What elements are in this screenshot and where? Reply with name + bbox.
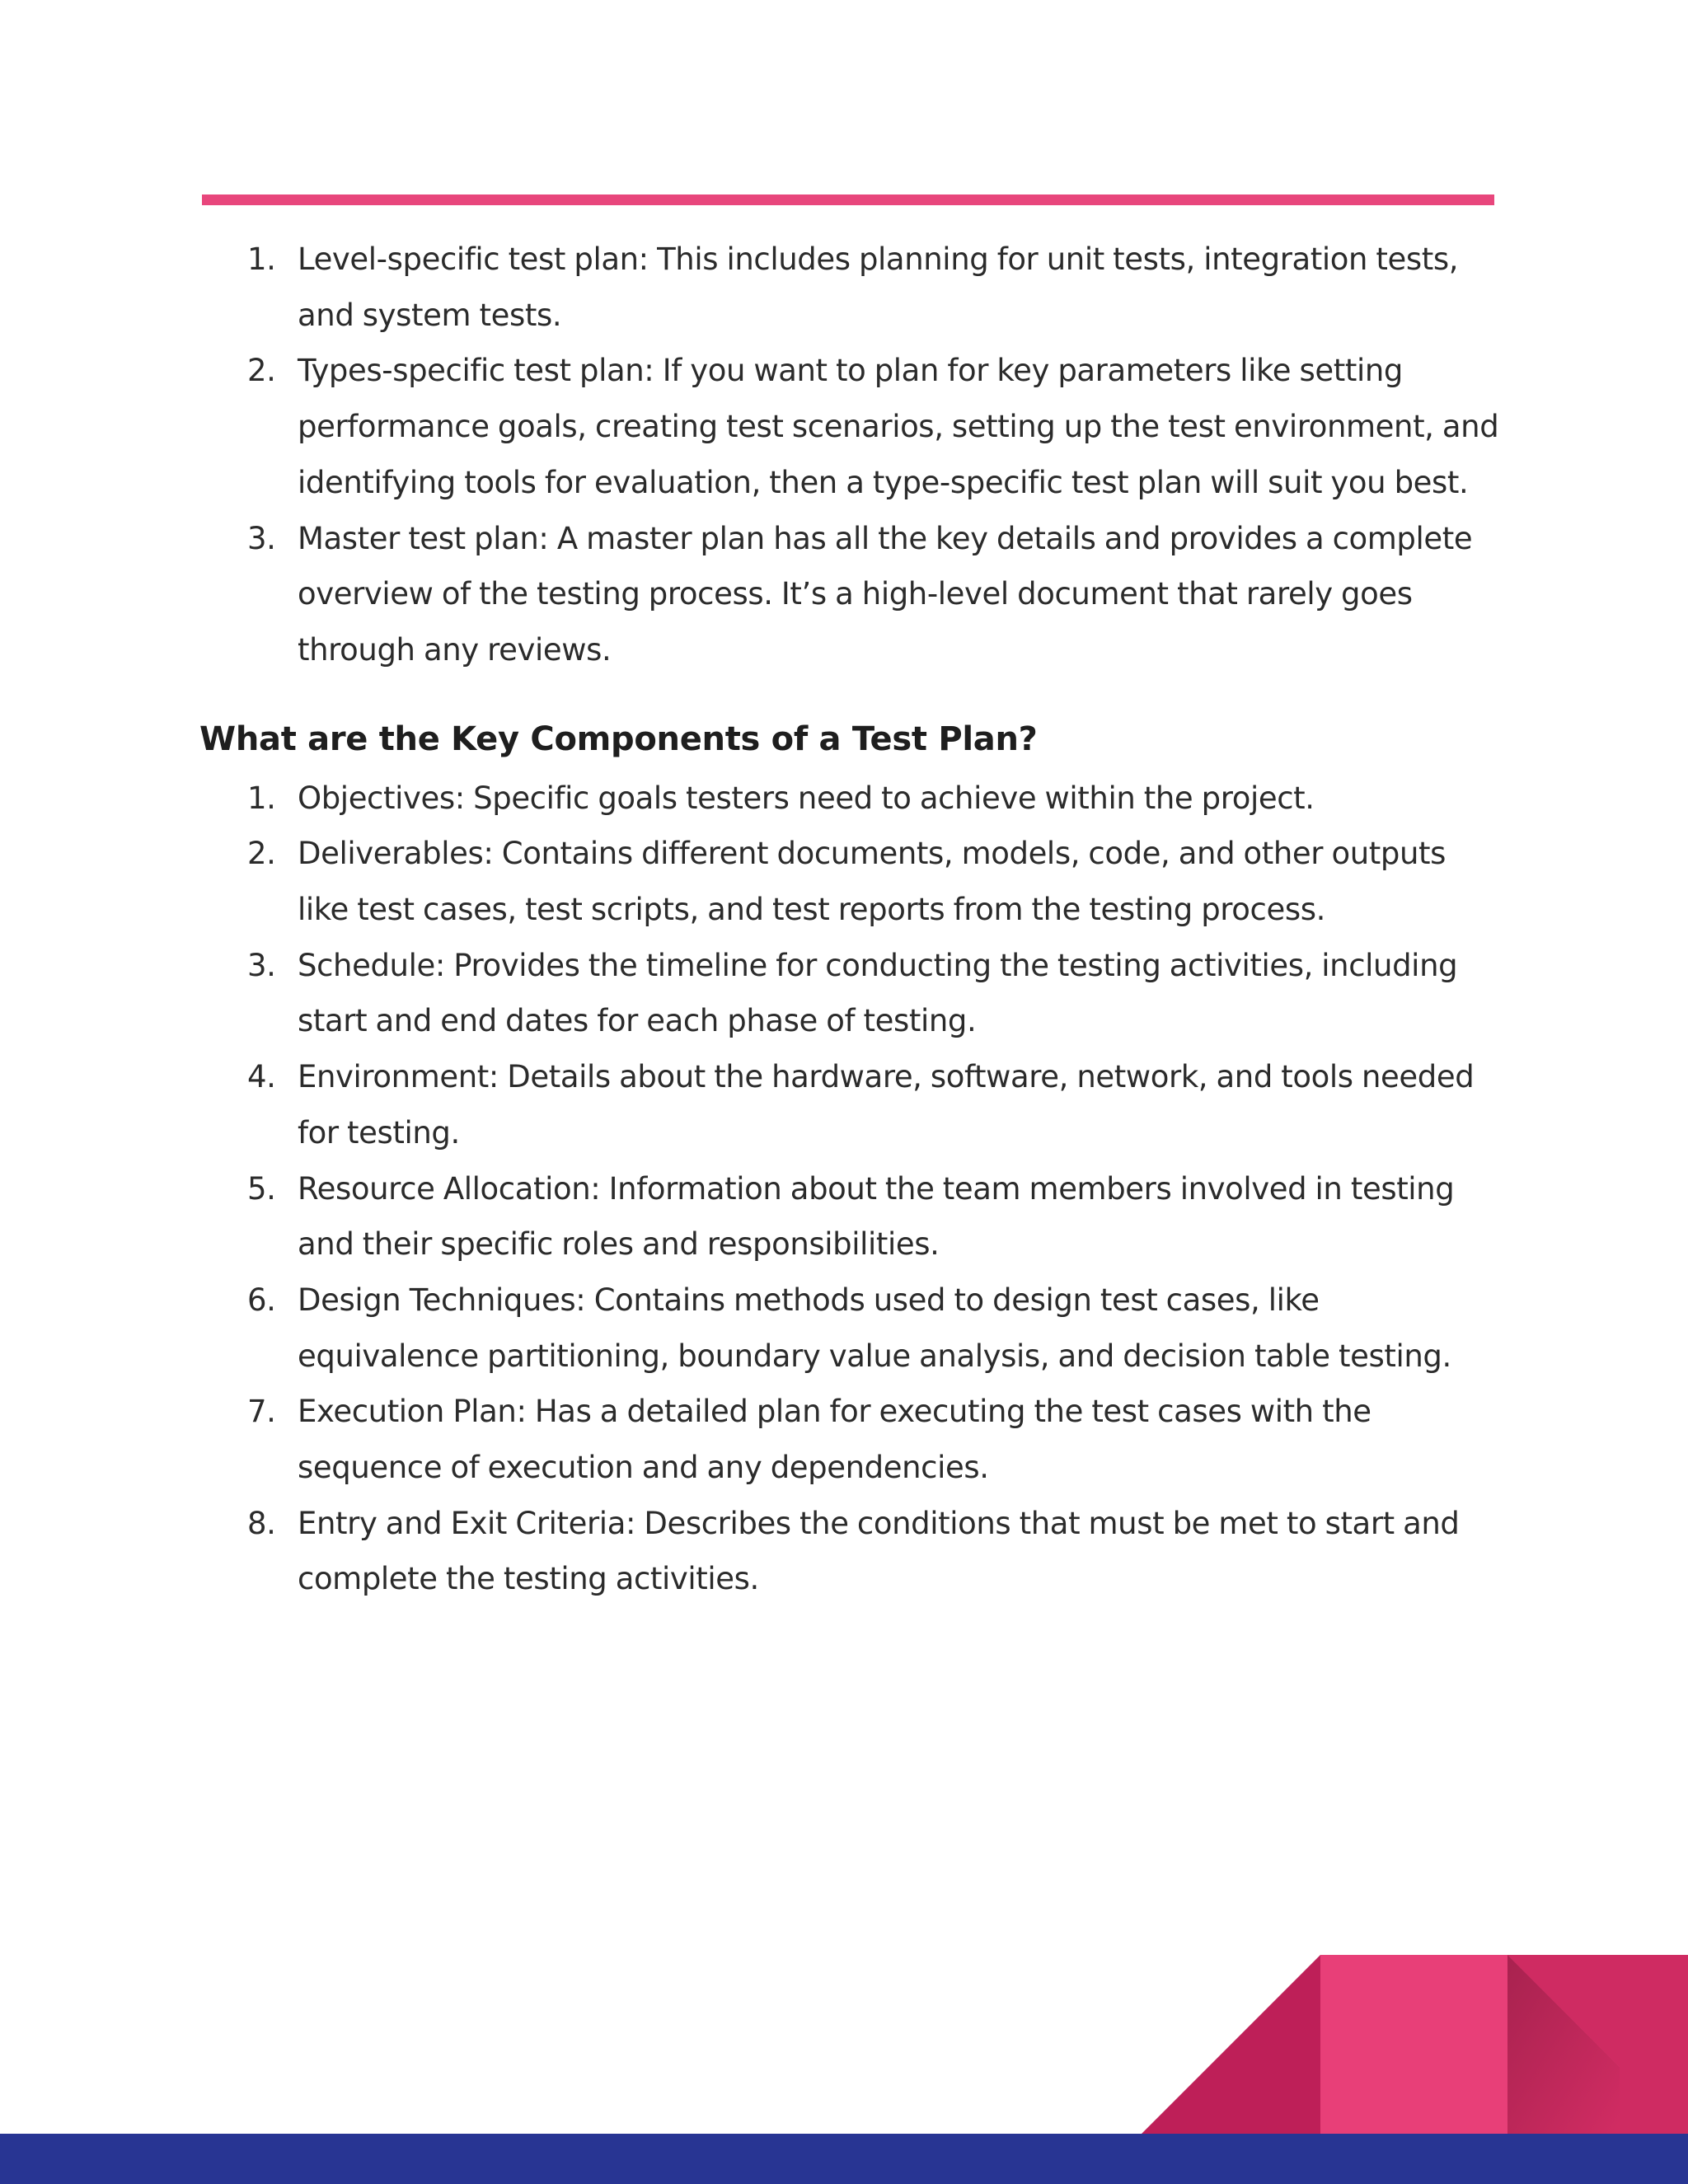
list-item-number: 7. xyxy=(247,1394,276,1430)
list-item-text: Execution Plan: Has a detailed plan for executing the test cases with the sequence of execution and any dependencies. xyxy=(298,1394,1372,1486)
list-item-text: Types-specific test plan: If you want to plan for key parameters like setting performance goals, creating test scenarios, setting up the test environment, and identifying tools for evaluation, then a type-specific test plan will suit you best. xyxy=(298,353,1499,500)
list-item xyxy=(199,1161,1502,1272)
list-item xyxy=(199,938,1502,1049)
list-item-text: Master test plan: A master plan has all the key details and provides a complete overview of the testing process. It’s a high-level document that rarely goes through any reviews. xyxy=(298,520,1473,668)
list-item xyxy=(199,511,1502,678)
list-item-number: 4. xyxy=(247,1059,276,1095)
list-item-text: Deliverables: Contains different documents, models, code, and other outputs like test cases, test scripts, and test reports from the testing process. xyxy=(298,836,1446,928)
list-item xyxy=(199,1049,1502,1160)
list-item-text: Resource Allocation: Information about the team members involved in testing and their specific roles and responsibilities. xyxy=(298,1170,1455,1263)
list-item-number: 3. xyxy=(247,520,276,556)
list-item xyxy=(199,771,1502,827)
list-item xyxy=(199,232,1502,343)
list-item xyxy=(199,1384,1502,1495)
test-plan-types-list xyxy=(199,232,1502,678)
list-item-text: Design Techniques: Contains methods used to design test cases, like equivalence partitioning, boundary value analysis, and decision table testing. xyxy=(298,1282,1451,1374)
list-item-text: Schedule: Provides the timeline for conducting the testing activities, including start and end dates for each phase of testing. xyxy=(298,947,1458,1039)
footer-bar xyxy=(0,2134,1688,2184)
list-item-text: Entry and Exit Criteria: Describes the conditions that must be met to start and complete the testing activities. xyxy=(298,1505,1460,1597)
top-accent-rule xyxy=(202,194,1494,205)
section-heading: What are the Key Components of a Test Plan? xyxy=(199,719,1038,758)
list-item-number: 2. xyxy=(247,353,276,389)
list-item-number: 8. xyxy=(247,1505,276,1541)
list-item-text: Objectives: Specific goals testers need to achieve within the project. xyxy=(298,780,1315,816)
list-item-number: 2. xyxy=(247,836,276,872)
list-item xyxy=(199,1496,1502,1607)
list-item-number: 6. xyxy=(247,1282,276,1318)
list-item-number: 5. xyxy=(247,1170,276,1207)
document-body xyxy=(199,232,1502,1607)
list-item-text: Environment: Details about the hardware, software, network, and tools needed for testing. xyxy=(298,1059,1475,1151)
key-components-list xyxy=(199,771,1502,1608)
list-item xyxy=(199,826,1502,937)
corner-triangle-dark xyxy=(1142,1955,1320,2134)
list-item xyxy=(199,1272,1502,1384)
list-item xyxy=(199,343,1502,510)
list-item-number: 3. xyxy=(247,947,276,983)
list-item-text: Level-specific test plan: This includes planning for unit tests, integration tests, and system tests. xyxy=(298,241,1459,333)
list-item-number: 1. xyxy=(247,241,276,277)
corner-decoration xyxy=(1142,1955,1688,2134)
list-item-number: 1. xyxy=(247,780,276,816)
